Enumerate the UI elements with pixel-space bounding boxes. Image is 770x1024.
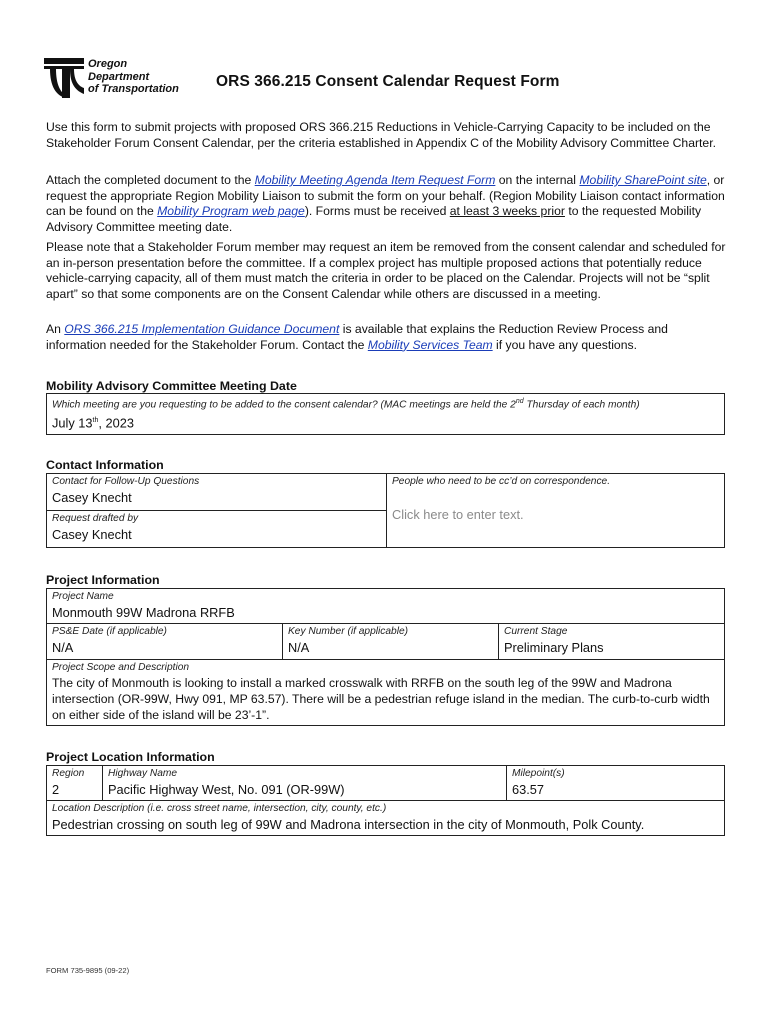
meeting-date-heading: Mobility Advisory Committee Meeting Date (46, 379, 297, 393)
project-info-table (46, 588, 725, 726)
page-title: ORS 366.215 Consent Calendar Request Form (216, 73, 560, 90)
pse-date-field[interactable]: N/A (52, 640, 74, 655)
scope-label: Project Scope and Description (52, 662, 190, 673)
region-field[interactable]: 2 (52, 782, 60, 797)
drafted-by-label: Request drafted by (52, 513, 139, 524)
location-info-heading: Project Location Information (46, 750, 215, 764)
location-info-table (46, 765, 725, 836)
milepoint-label: Milepoint(s) (512, 768, 565, 779)
intro-paragraph-2: Attach the completed document to the Mobility Meeting Agenda Item Request Form on the internal Mobility SharePoint site, or request the appropriate Region Mobility Liaison to submit the form on your behalf. (Region Mobility Liaison contact information can be found on the Mobility Program web page). Forms must be received at least 3 weeks prior to the requested Mobility Advisory Committee meeting date. (46, 173, 725, 234)
contact-info-heading: Contact Information (46, 458, 164, 472)
key-number-field[interactable]: N/A (288, 640, 310, 655)
highway-name-field[interactable]: Pacific Highway West, No. 091 (OR-99W) (108, 782, 345, 797)
milepoint-field[interactable]: 63.57 (512, 782, 545, 797)
meeting-question-label: Which meeting are you requesting to be added to the consent calendar? (MAC meetings are held the 2nd Thursday of each month) (52, 398, 640, 411)
mobility-services-team-link[interactable]: Mobility Services Team (367, 337, 493, 352)
highway-name-label: Highway Name (108, 768, 178, 779)
odot-logo-icon (44, 56, 84, 100)
agency-name: Oregon Department of Transportation (88, 58, 179, 95)
followup-contact-label: Contact for Follow-Up Questions (52, 476, 200, 487)
intro-paragraph-1: Use this form to submit projects with proposed ORS 366.215 Reductions in Vehicle-Carrying Capacity to be included on the Stakeholder Forum Consent Calendar, per the criteria established in Appendix C of the Mobility Advisory Committee Charter. (46, 120, 716, 150)
current-stage-label: Current Stage (504, 626, 568, 637)
form-number: FORM 735-9895 (09-22) (46, 966, 130, 975)
location-description-field[interactable]: Pedestrian crossing on south leg of 99W and Madrona intersection in the city of Monmouth, Polk County. (52, 817, 645, 832)
pse-date-label: PS&E Date (if applicable) (52, 626, 167, 637)
mobility-sharepoint-link[interactable]: Mobility SharePoint site (579, 173, 707, 187)
meeting-date-table (46, 393, 725, 435)
cc-field[interactable]: Click here to enter text. (392, 507, 524, 522)
implementation-guidance-link[interactable]: ORS 366.215 Implementation Guidance Document (64, 322, 340, 336)
project-info-heading: Project Information (46, 573, 160, 587)
key-number-label: Key Number (if applicable) (288, 626, 409, 637)
agenda-request-form-link[interactable]: Mobility Meeting Agenda Item Request Form (254, 173, 496, 187)
location-description-label: Location Description (i.e. cross street name, intersection, city, county, etc.) (52, 803, 387, 814)
region-label: Region (52, 768, 85, 779)
drafted-by-field[interactable]: Casey Knecht (52, 527, 132, 542)
project-name-field[interactable]: Monmouth 99W Madrona RRFB (52, 605, 235, 620)
scope-field[interactable]: The city of Monmouth is looking to install a marked crosswalk with RRFB on the south leg of the 99W and Madrona intersection (OR-99W, Hwy 091, MP 63.57). There will be a pedestrian refuge island in the median. The curb-to-curb width on either side of the island will be 23’-1”. (52, 676, 710, 722)
current-stage-field[interactable]: Preliminary Plans (504, 640, 604, 655)
followup-contact-field[interactable]: Casey Knecht (52, 490, 132, 505)
meeting-date-field[interactable]: July 13th, 2023 (52, 415, 134, 431)
intro-paragraph-3: Please note that a Stakeholder Forum member may request an item be removed from the consent calendar and scheduled for an in-person presentation before the committee. If a complex project has multiple proposed actions that potentially reduce vehicle-carrying capacity, all of them must match the criteria in order to be placed on the Calendar. Projects will not be “split apart” so that some components are on the Consent Calendar while others are discussed in a meeting. (46, 240, 726, 301)
intro-paragraph-4: An ORS 366.215 Implementation Guidance Document is available that explains the Reduction Review Process and information needed for the Stakeholder Forum. Contact the Mobility Services Team if you have any questions. (46, 322, 668, 352)
contact-info-table (46, 473, 725, 548)
mobility-program-web-page-link[interactable]: Mobility Program web page (157, 204, 305, 219)
cc-label: People who need to be cc’d on correspondence. (392, 476, 611, 487)
project-name-label: Project Name (52, 591, 114, 602)
